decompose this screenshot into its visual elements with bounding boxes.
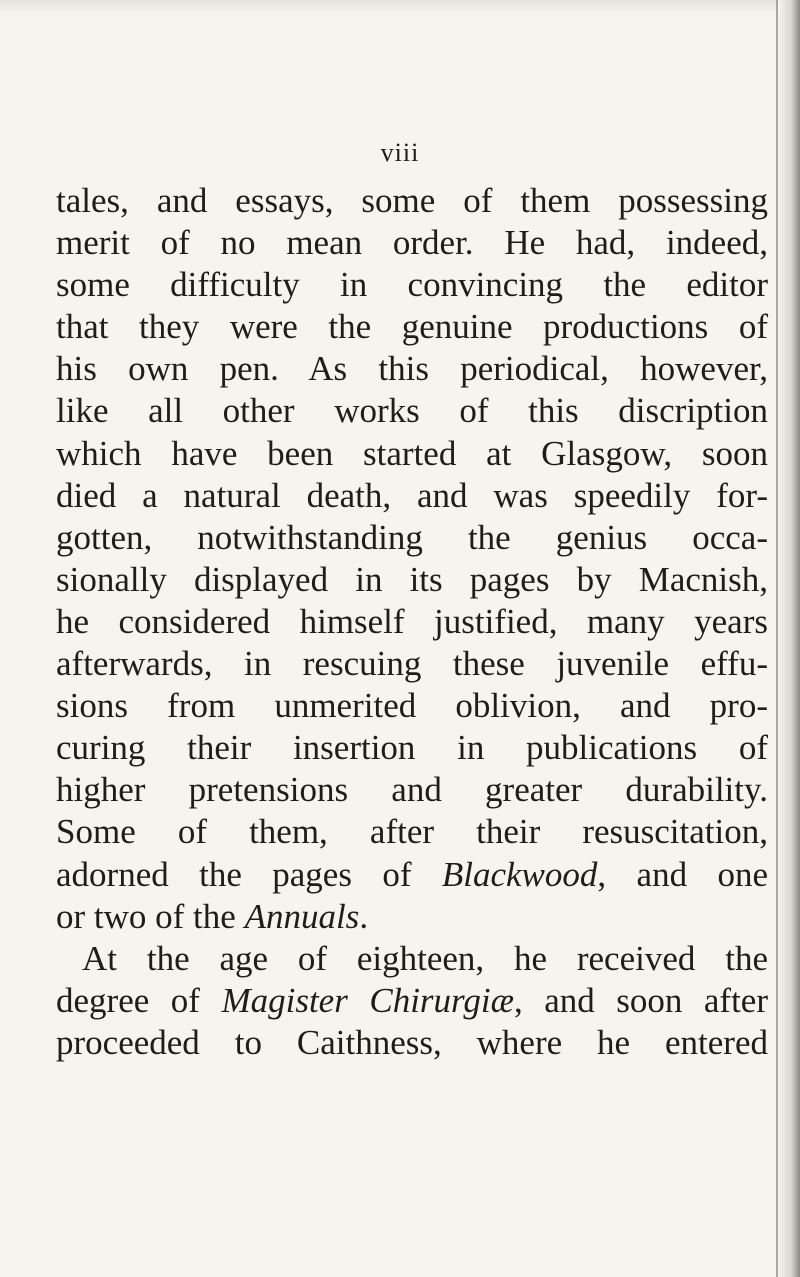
text-line: merit of no mean order. He had, indeed, [56,223,768,263]
text-line: Some of them, after their resuscitation, [56,812,768,852]
text-line: which have been started at Glasgow, soon [56,433,768,473]
text-line: sions from unmerited oblivion, and pro- [56,686,768,726]
annuals-italic: Annuals [244,896,360,936]
text-line: At the age of eighteen, he received the [82,938,768,978]
text-line: died a natural death, and was speedily for- [56,475,768,515]
text-run: adorned the pages of [56,854,442,894]
text-run: or two of the [56,896,245,936]
text-line: that they were the genuine productions of [56,307,768,347]
text-line: gotten, notwithstanding the genius occa- [56,517,768,557]
page-top-shading [0,0,800,14]
text-run: . [359,896,369,936]
text-run: , and soon after [513,980,768,1020]
text-line [56,854,768,896]
text-line: sionally displayed in its pages by Macnish, [56,559,768,599]
text-line [56,896,768,938]
text-line: his own pen. As this periodical, however, [56,349,768,389]
text-line: proceeded to Caithness, where he entered [56,1022,768,1062]
text-line: he considered himself justified, many years [56,601,768,641]
body-text [56,180,768,1064]
text-line: higher pretensions and greater durability. [56,770,768,810]
text-run: degree of [56,980,222,1020]
page-edge-shadow [778,0,800,1277]
text-line: curing their insertion in publications of [56,728,768,768]
text-line: some difficulty in convincing the editor [56,265,768,305]
text-line: afterwards, in rescuing these juvenile effu- [56,644,768,684]
degree-title-italic: Magister Chirurgiæ [221,980,514,1020]
text-line: tales, and essays, some of them possessing [56,181,768,220]
text-run: , and one [597,854,768,894]
page-number: viii [380,138,420,167]
periodical-title-italic: Blackwood [441,854,598,894]
text-line: like all other works of this discription [56,391,768,431]
text-line [56,980,768,1022]
